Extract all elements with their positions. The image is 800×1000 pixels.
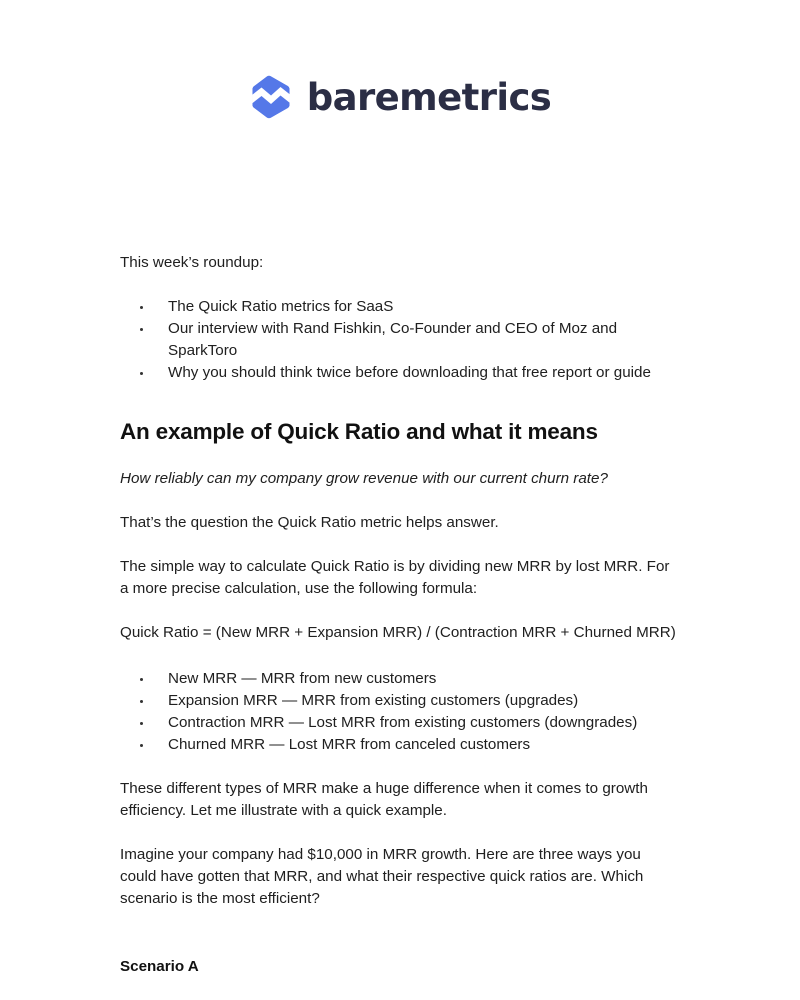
roundup-list: [120, 296, 680, 384]
list-item: Our interview with Rand Fishkin, Co-Founder and CEO of Moz and SparkToro: [120, 318, 680, 362]
list-item: Churned MRR — Lost MRR from canceled customers: [120, 734, 680, 756]
list-item: New MRR — MRR from new customers: [120, 668, 680, 690]
email-body: [120, 252, 680, 988]
mrr-definitions-list: [120, 668, 680, 756]
intro-line: This week’s roundup:: [120, 254, 264, 271]
example-setup-paragraph: Imagine your company had $10,000 in MRR growth. Here are three ways you could have gotten that MRR, and what their respective quick ratios are. Which scenario is the most efficient?: [120, 846, 644, 907]
baremetrics-logo-lockup[interactable]: [249, 75, 551, 119]
list-item: The Quick Ratio metrics for SaaS: [120, 296, 680, 318]
list-item: Why you should think twice before downloading that free report or guide: [120, 362, 680, 384]
growth-efficiency-paragraph: These different types of MRR make a huge difference when it comes to growth efficiency. Let me illustrate with a quick example.: [120, 780, 648, 819]
email-header: [0, 0, 800, 220]
quick-ratio-formula: Quick Ratio = (New MRR + Expansion MRR) / (Contraction MRR + Churned MRR): [120, 624, 676, 641]
section-title: An example of Quick Ratio and what it means: [120, 419, 598, 444]
list-item: Contraction MRR — Lost MRR from existing customers (downgrades): [120, 712, 680, 734]
list-item: Expansion MRR — MRR from existing customers (upgrades): [120, 690, 680, 712]
lead-question: How reliably can my company grow revenue with our current churn rate?: [120, 470, 608, 487]
lead-answer: That’s the question the Quick Ratio metric helps answer.: [120, 514, 499, 531]
baremetrics-hexagon-logo-icon: [249, 75, 293, 119]
calculation-paragraph: The simple way to calculate Quick Ratio is by dividing new MRR by lost MRR. For a more precise calculation, use the following formula:: [120, 558, 670, 597]
scenario-a-heading: Scenario A: [120, 958, 199, 975]
baremetrics-wordmark: baremetrics: [306, 75, 552, 119]
